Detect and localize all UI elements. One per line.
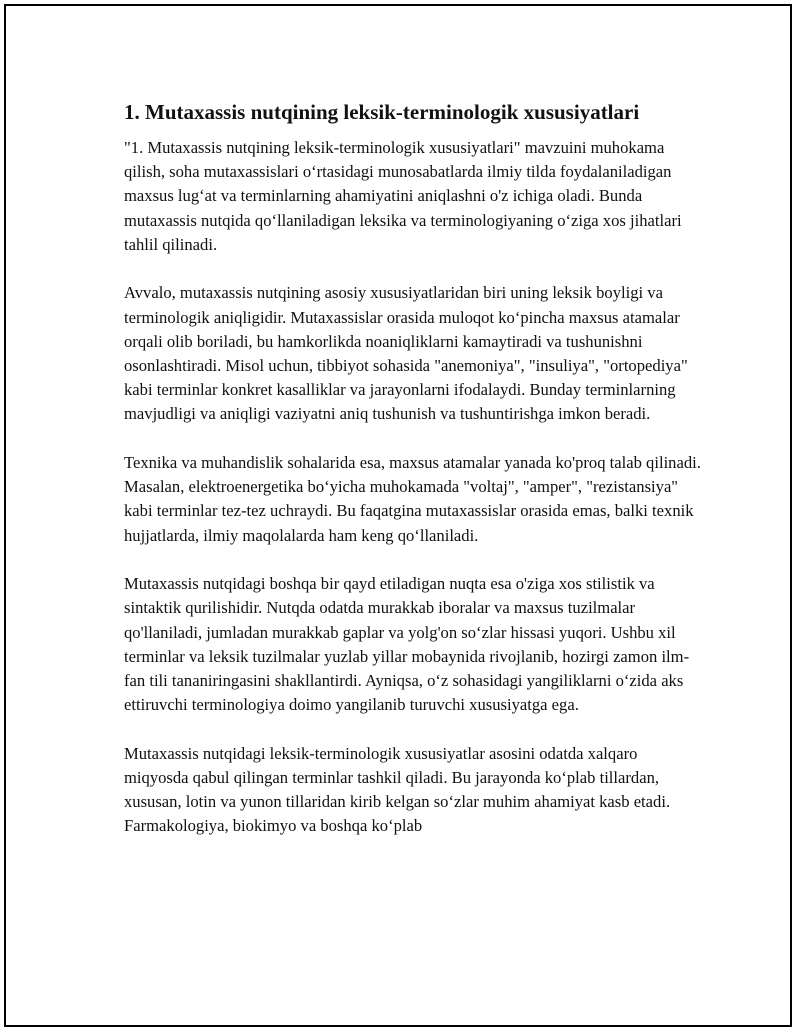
paragraph-2: Avvalo, mutaxassis nutqining asosiy xususiyatlaridan biri uning leksik boyligi va terminologik aniqligidir. Mutaxassislar orasida muloqot ko‘pincha maxsus atamalar orqali olib boriladi, bu hamkorlikda noaniqliklarni kamaytiradi va tushunishni osonlashtiradi. Misol uchun, tibbiyot sohasida "anemoniya", "insuliya", "ortopediya" kabi terminlar konkret kasalliklar va jarayonlarni ifodalaydi. Bunday terminlarning mavjudligi va aniqligi vaziyatni aniq tushunish va tushuntirishga imkon beradi. (124, 283, 688, 424)
paragraph-1: "1. Mutaxassis nutqining leksik-terminologik xususiyatlari" mavzuini muhokama qilish, soha mutaxassislari o‘rtasidagi munosabatlarda ilmiy tilda foydalaniladigan maxsus lug‘at va terminlarning ahamiyatini aniqlashni o'z ichiga oladi. Bunda mutaxassis nutqida qo‘llaniladigan leksika va terminologiyaning o‘ziga xos jihatlari tahlil qilinadi. (124, 138, 682, 254)
document-body (124, 98, 704, 863)
paragraph-4: Mutaxassis nutqidagi boshqa bir qayd etiladigan nuqta esa o'ziga xos stilistik va sintaktik qurilishidir. Nutqda odatda murakkab iboralar va maxsus tuzilmalar qo'llaniladi, jumladan murakkab gaplar va yolg'on so‘zlar hissasi yuqori. Ushbu xil terminlar va leksik tuzilmalar yuzlab yillar mobaynida rivojlanib, hozirgi zamon ilm-fan tili tananiringasini shakllantirdi. Ayniqsa, o‘z sohasidagi yangiliklarni o‘zida aks ettiruvchi terminologiya doimo yangilanib turuvchi xususiyatga ega. (124, 574, 690, 715)
page-frame (4, 4, 792, 1027)
paragraph-3: Texnika va muhandislik sohalarida esa, maxsus atamalar yanada ko'proq talab qilinadi. Masalan, elektroenergetika bo‘yicha muhokamada "voltaj", "amper", "rezistansiya" kabi terminlar tez-tez uchraydi. Bu faqatgina mutaxassislar orasida emas, balki texnik hujjatlarda, ilmiy maqolalarda ham keng qo‘llaniladi. (124, 453, 701, 545)
paragraph-5: Mutaxassis nutqidagi leksik-terminologik xususiyatlar asosini odatda xalqaro miqyosda qabul qilingan terminlar tashkil qiladi. Bu jarayonda ko‘plab tillardan, xususan, lotin va yunon tillaridan kirib kelgan so‘zlar muhim ahamiyat kasb etadi. Farmakologiya, biokimyo va boshqa ko‘plab (124, 743, 671, 836)
document-title: 1. Mutaxassis nutqining leksik-terminologik xususiyatlari (124, 100, 640, 124)
